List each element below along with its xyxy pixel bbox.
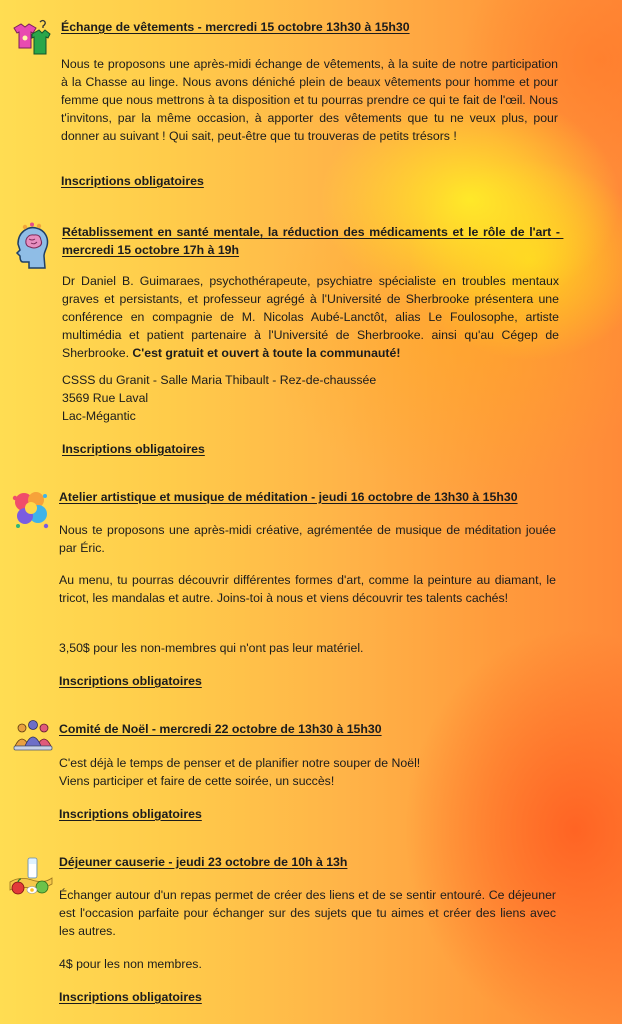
event-address-city: Lac-Mégantic xyxy=(62,409,136,423)
event-description: Nous te proposons une après-midi créative, agrémentée de musique de méditation jouée par Éric. xyxy=(59,523,556,555)
event-price: 3,50$ pour les non-membres qui n'ont pas leur matériel. xyxy=(59,641,364,655)
event-title: Rétablissement en santé mentale, la réduction des médicaments et le rôle de l'art - mercredi 15 octobre 17h à 19h xyxy=(62,225,564,257)
event-description: Échanger autour d'un repas permet de créer des liens et de se sentir entouré. Ce déjeuner est l'occasion parfaite pour échanger sur des sujets que tu aimes et créer des liens avec les autres. xyxy=(59,888,556,938)
event-line-1: C'est déjà le temps de penser et de planifier notre souper de Noël! xyxy=(59,756,421,770)
clothes-icon xyxy=(10,18,50,58)
head-brain-icon xyxy=(12,222,52,262)
event-description: Nous te proposons une après-midi échange de vêtements, à la suite de notre participation à la Chasse au linge. Nous avons déniché plein de beaux vêtements pour homme et pour femme que nous mettrons à ta disposition et tu pourras prendre ce qui te fait de l'œil. Nous t'invitons, par la même occasion, à apporter des vêtements que tu ne veux plus, pour donner au suivant ! Qui sait, peut-être que tu trouveras de petits trésors ! xyxy=(61,57,558,143)
event-title: Atelier artistique et musique de méditation - jeudi 16 octobre de 13h30 à 15h30 xyxy=(59,490,518,504)
group-people-icon xyxy=(13,718,53,758)
event-address-street: 3569 Rue Laval xyxy=(62,391,149,405)
event-description-menu: Au menu, tu pourras découvrir différentes formes d'art, comme la peinture au diamant, le tricot, les mandalas et autre. Joins-toi à nous et viens découvrir tes talents cachés! xyxy=(59,573,556,605)
event-description-text: Dr Daniel B. Guimaraes, psychothérapeute, psychiatre spécialiste en troubles mentaux graves et persistants, et professeur agrégé à l'Université de Sherbrooke présentera une conférence en compagnie de M. Nicolas Aubé-Lanctôt, alias Le Foulosophe, artiste multimédia et patient partenaire à l'Université de Sherbrooke. ainsi qu'au Cégep de Sherbrooke. xyxy=(62,274,559,360)
event-title: Déjeuner causerie - jeudi 23 octobre de 10h à 13h xyxy=(59,855,348,869)
registration-link[interactable]: Inscriptions obligatoires xyxy=(59,990,202,1004)
event-description xyxy=(62,272,559,362)
registration-link[interactable]: Inscriptions obligatoires xyxy=(62,442,205,456)
event-line-2: Viens participer et faire de cette soirée, un succès! xyxy=(59,774,335,788)
breakfast-food-icon xyxy=(8,854,48,894)
registration-link[interactable]: Inscriptions obligatoires xyxy=(59,807,202,821)
event-title: Échange de vêtements - mercredi 15 octobre 13h30 à 15h30 xyxy=(61,20,410,34)
paint-splash-icon xyxy=(10,488,50,528)
event-address-venue: CSSS du Granit - Salle Maria Thibault - Rez-de-chaussée xyxy=(62,373,377,387)
registration-link[interactable]: Inscriptions obligatoires xyxy=(59,674,202,688)
registration-link[interactable]: Inscriptions obligatoires xyxy=(61,174,204,188)
event-highlight: C'est gratuit et ouvert à toute la communauté! xyxy=(132,346,401,360)
event-title: Comité de Noël - mercredi 22 octobre de 13h30 à 15h30 xyxy=(59,722,382,736)
event-price: 4$ pour les non membres. xyxy=(59,957,202,971)
